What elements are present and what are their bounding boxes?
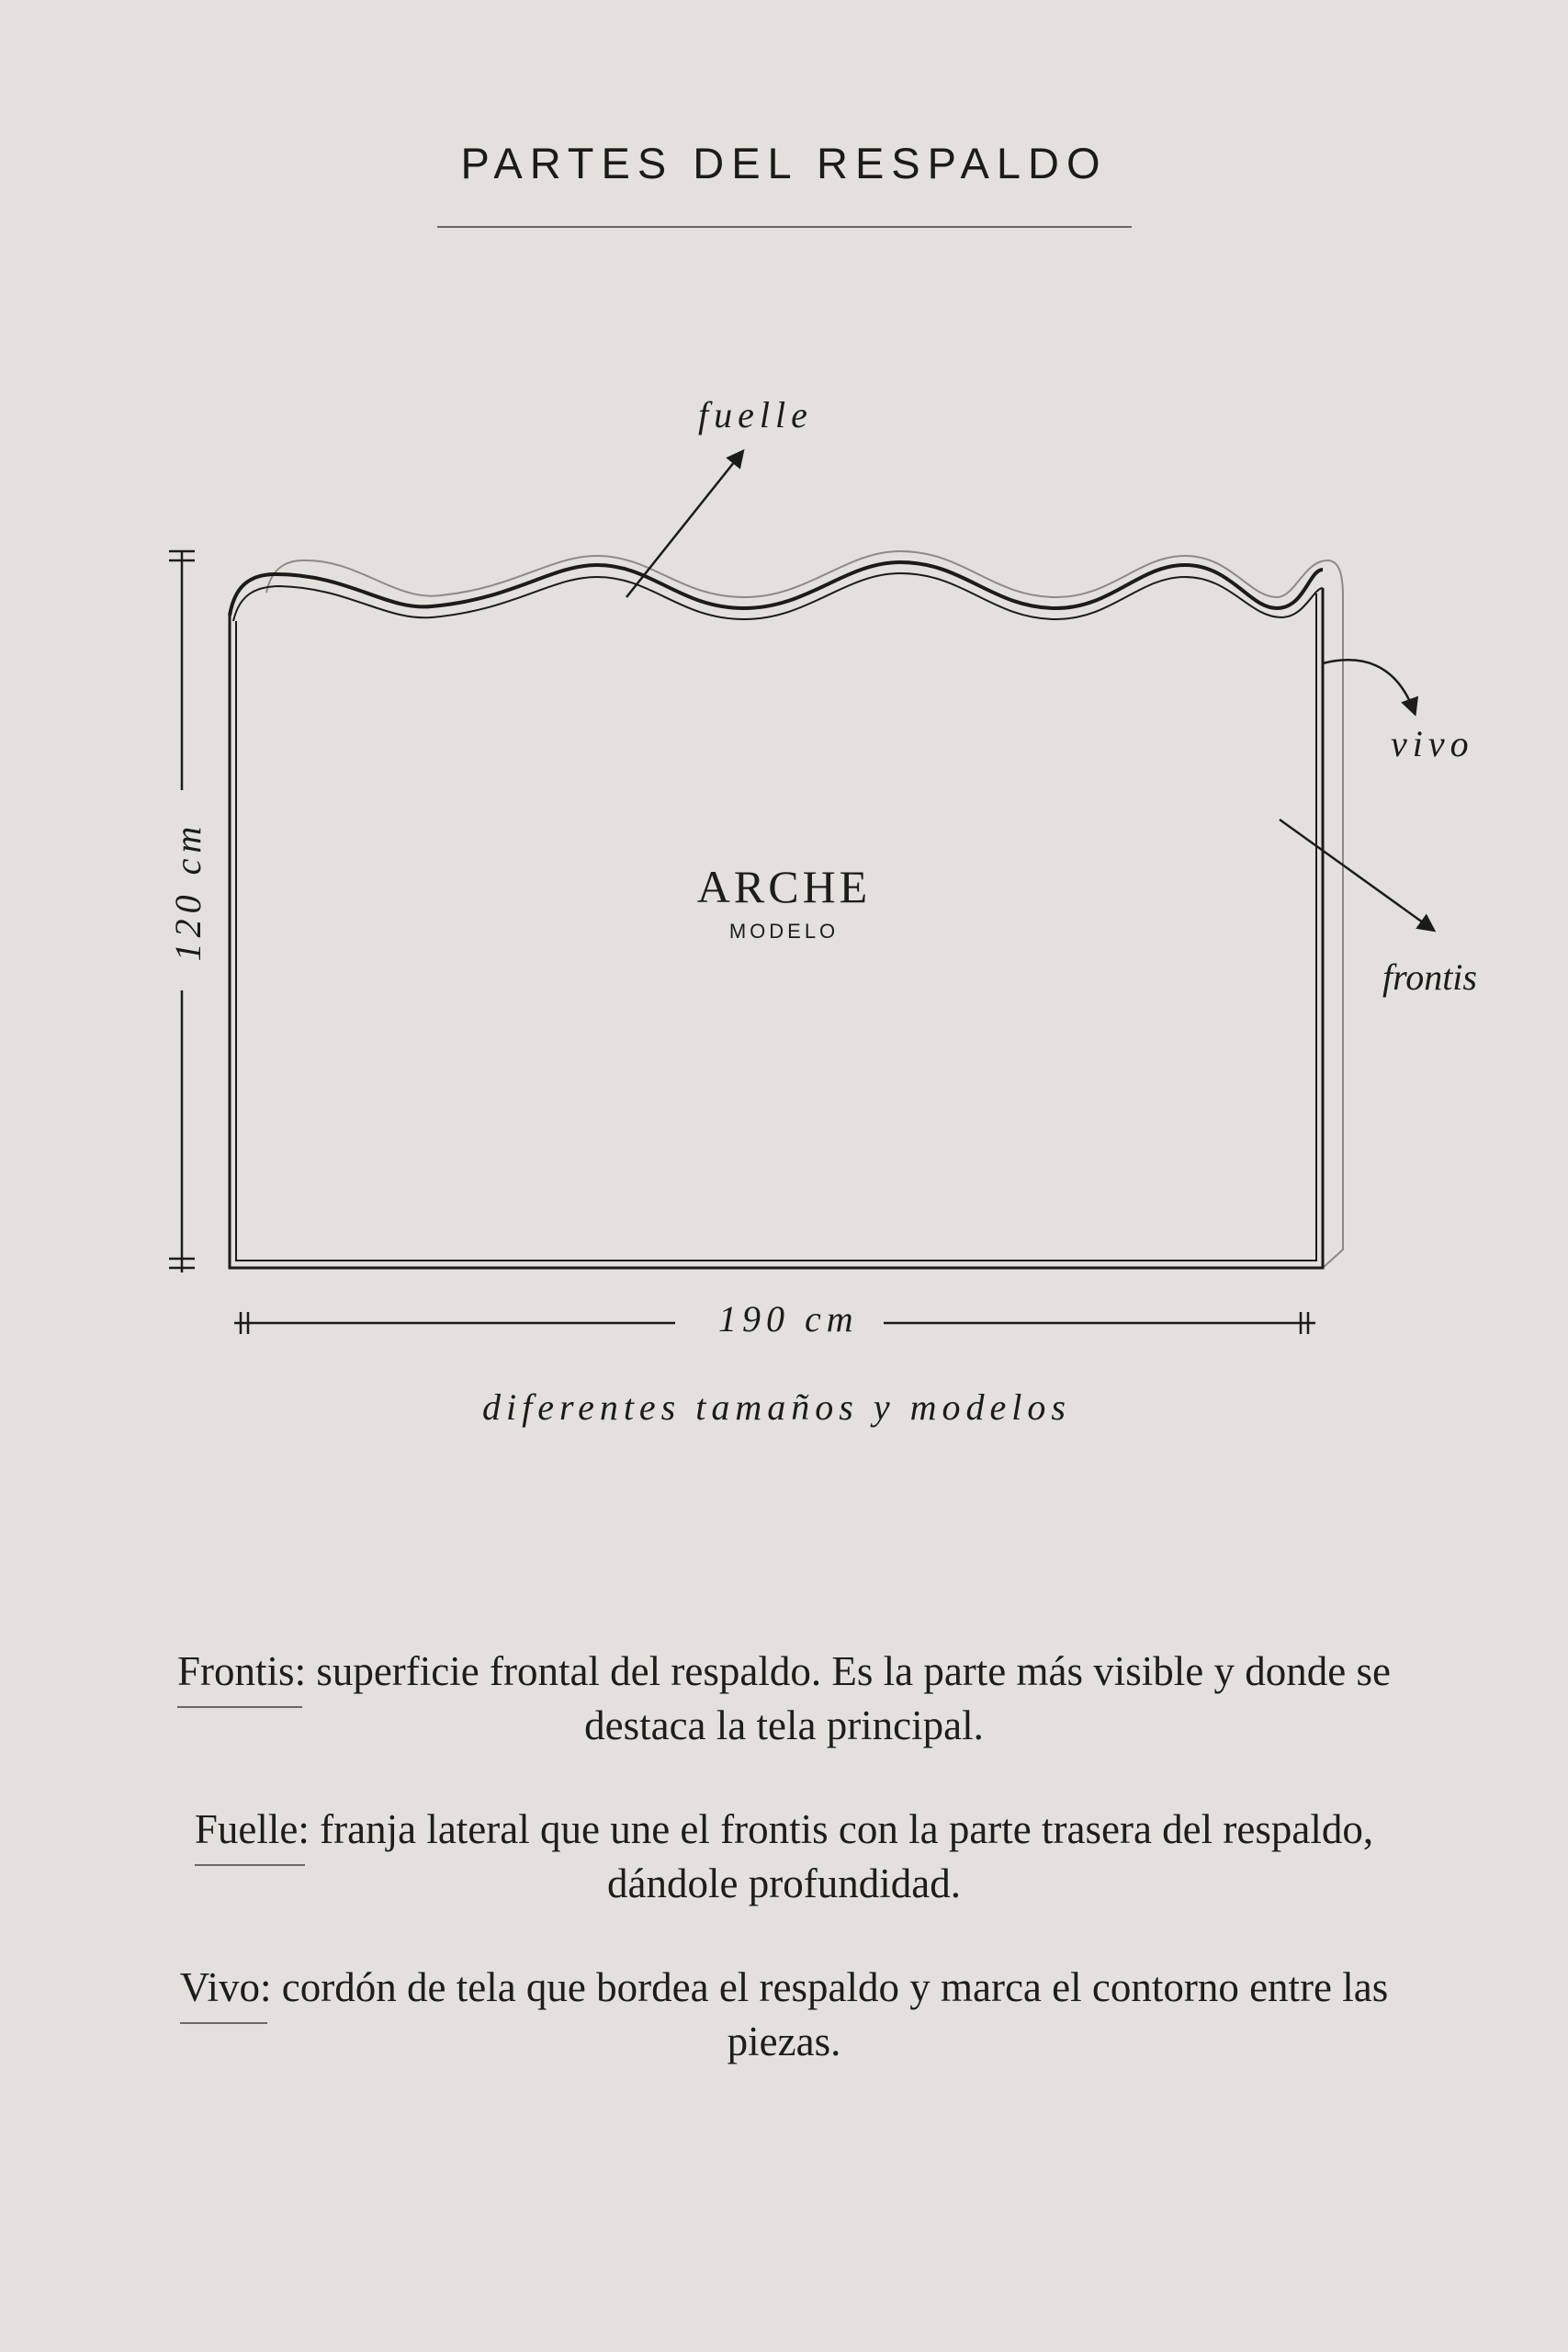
fuelle-label: fuelle xyxy=(698,394,813,435)
fuelle-band-inner xyxy=(233,573,1323,621)
model-subtitle: MODELO xyxy=(728,920,840,943)
definition-vivo xyxy=(147,1961,1421,2069)
definitions xyxy=(147,1645,1421,2119)
definition-text: : cordón de tela que bordea el respaldo y marca el contorno entre las piezas. xyxy=(260,1964,1389,2064)
definition-text: : franja lateral que une el frontis con la parte trasera del respaldo, dándole profundidad. xyxy=(298,1806,1374,1906)
term-fuelle: Fuelle xyxy=(195,1803,298,1857)
page-title: PARTES DEL RESPALDO xyxy=(460,139,1108,187)
term-frontis: Frontis xyxy=(177,1645,295,1699)
sizes-note: diferentes tamaños y modelos xyxy=(482,1386,1071,1428)
fuelle-band xyxy=(230,562,1323,616)
definition-fuelle xyxy=(147,1803,1421,1911)
vivo-arrow xyxy=(1323,660,1415,713)
fuelle-arrow xyxy=(626,452,742,597)
frontis-label: frontis xyxy=(1382,956,1477,998)
definition-text: : superficie frontal del respaldo. Es la parte más visible y donde se destaca la tela principal. xyxy=(294,1648,1391,1748)
vivo-label: vivo xyxy=(1391,723,1474,764)
width-label: 190 cm xyxy=(718,1298,859,1340)
height-label: 120 cm xyxy=(167,820,209,962)
model-name: ARCHE xyxy=(696,861,872,912)
title-divider xyxy=(437,226,1132,228)
term-vivo: Vivo xyxy=(180,1961,260,2015)
definition-frontis xyxy=(147,1645,1421,1753)
